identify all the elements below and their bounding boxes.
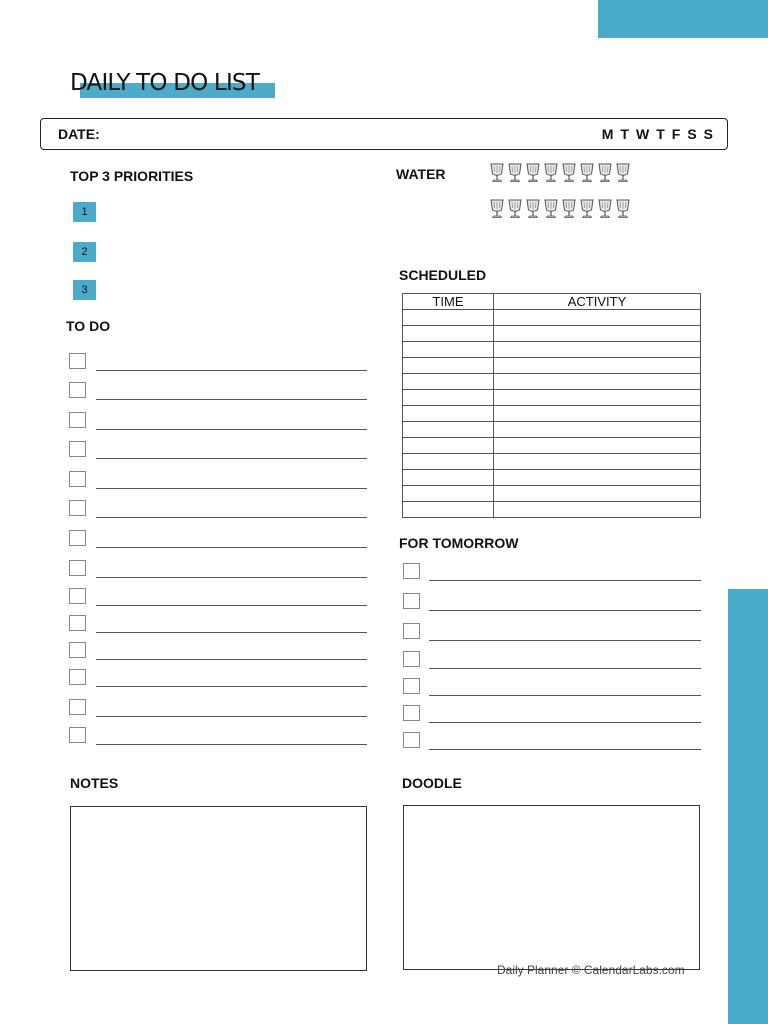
notes-heading: NOTES — [70, 775, 119, 791]
water-glass-icon[interactable] — [489, 162, 505, 184]
weekday-thu[interactable]: T — [656, 126, 665, 142]
schedule-time-cell[interactable] — [403, 406, 494, 422]
schedule-activity-cell[interactable] — [494, 390, 701, 406]
schedule-activity-cell[interactable] — [494, 438, 701, 454]
schedule-activity-cell[interactable] — [494, 422, 701, 438]
todo-checkbox[interactable] — [69, 560, 86, 576]
todo-line[interactable] — [96, 744, 367, 745]
todo-item — [69, 699, 369, 717]
todo-checkbox[interactable] — [69, 588, 86, 604]
water-glass-icon[interactable] — [597, 198, 613, 220]
footer-credit: Daily Planner © CalendarLabs.com — [497, 963, 685, 977]
tomorrow-heading: FOR TOMORROW — [399, 535, 519, 551]
todo-checkbox[interactable] — [69, 471, 86, 487]
todo-checkbox[interactable] — [69, 615, 86, 631]
todo-item — [69, 615, 369, 633]
tomorrow-line[interactable] — [429, 580, 701, 581]
date-bar — [40, 118, 728, 150]
tomorrow-line[interactable] — [429, 722, 701, 723]
todo-line[interactable] — [96, 458, 367, 459]
doodle-heading: DOODLE — [402, 775, 462, 791]
schedule-time-cell[interactable] — [403, 454, 494, 470]
tomorrow-checkbox[interactable] — [403, 593, 420, 609]
schedule-col-activity: ACTIVITY — [494, 294, 701, 310]
water-glass-icon[interactable] — [507, 198, 523, 220]
schedule-activity-cell[interactable] — [494, 454, 701, 470]
tomorrow-item — [403, 705, 703, 723]
todo-checkbox[interactable] — [69, 530, 86, 546]
schedule-row — [403, 358, 701, 374]
tomorrow-checkbox[interactable] — [403, 623, 420, 639]
schedule-activity-cell[interactable] — [494, 358, 701, 374]
tomorrow-line[interactable] — [429, 610, 701, 611]
tomorrow-checkbox[interactable] — [403, 651, 420, 667]
todo-checkbox[interactable] — [69, 727, 86, 743]
todo-checkbox[interactable] — [69, 441, 86, 457]
tomorrow-item — [403, 623, 703, 641]
water-tracker — [489, 162, 631, 234]
accent-bar-right — [728, 589, 768, 1024]
schedule-row — [403, 390, 701, 406]
tomorrow-item — [403, 563, 703, 581]
schedule-row — [403, 486, 701, 502]
schedule-row — [403, 422, 701, 438]
priority-number-1: 1 — [73, 202, 96, 222]
todo-item — [69, 382, 369, 400]
water-glass-icon[interactable] — [489, 198, 505, 220]
schedule-row — [403, 406, 701, 422]
schedule-activity-cell[interactable] — [494, 374, 701, 390]
schedule-time-cell[interactable] — [403, 358, 494, 374]
todo-item — [69, 560, 369, 578]
water-glass-icon[interactable] — [615, 162, 631, 184]
tomorrow-item — [403, 678, 703, 696]
priorities-heading: TOP 3 PRIORITIES — [70, 168, 194, 184]
weekday-sat[interactable]: S — [687, 126, 697, 142]
schedule-time-cell[interactable] — [403, 342, 494, 358]
tomorrow-checkbox[interactable] — [403, 563, 420, 579]
tomorrow-checkbox[interactable] — [403, 705, 420, 721]
todo-item — [69, 642, 369, 660]
weekday-wed[interactable]: W — [635, 126, 650, 142]
page-title: DAILY TO DO LIST — [70, 70, 259, 96]
schedule-row — [403, 470, 701, 486]
todo-item — [69, 669, 369, 687]
schedule-activity-cell[interactable] — [494, 502, 701, 518]
schedule-time-cell[interactable] — [403, 326, 494, 342]
weekday-selector — [602, 126, 713, 142]
schedule-time-cell[interactable] — [403, 422, 494, 438]
schedule-row — [403, 454, 701, 470]
schedule-time-cell[interactable] — [403, 470, 494, 486]
tomorrow-item — [403, 732, 703, 750]
todo-line[interactable] — [96, 517, 367, 518]
todo-checkbox[interactable] — [69, 353, 86, 369]
schedule-row — [403, 374, 701, 390]
schedule-time-cell[interactable] — [403, 390, 494, 406]
water-glass-icon[interactable] — [543, 198, 559, 220]
title-block — [70, 68, 280, 102]
priority-number-3: 3 — [73, 280, 96, 300]
schedule-activity-cell[interactable] — [494, 310, 701, 326]
weekday-tue[interactable]: T — [620, 126, 629, 142]
todo-item — [69, 500, 369, 518]
todo-line[interactable] — [96, 547, 367, 548]
weekday-sun[interactable]: S — [703, 126, 713, 142]
todo-item — [69, 727, 369, 745]
schedule-col-time: TIME — [403, 294, 494, 310]
water-glass-icon[interactable] — [561, 162, 577, 184]
water-glass-icon[interactable] — [597, 162, 613, 184]
date-label: DATE: — [58, 126, 100, 142]
todo-checkbox[interactable] — [69, 699, 86, 715]
todo-item — [69, 530, 369, 548]
schedule-activity-cell[interactable] — [494, 470, 701, 486]
water-glass-icon[interactable] — [615, 198, 631, 220]
schedule-table — [402, 293, 701, 518]
todo-line[interactable] — [96, 686, 367, 687]
water-glass-icon[interactable] — [543, 162, 559, 184]
schedule-activity-cell[interactable] — [494, 486, 701, 502]
todo-item — [69, 353, 369, 371]
tomorrow-checkbox[interactable] — [403, 732, 420, 748]
tomorrow-checkbox[interactable] — [403, 678, 420, 694]
water-glass-row — [489, 162, 631, 186]
todo-checkbox[interactable] — [69, 412, 86, 428]
weekday-fri[interactable]: F — [671, 126, 681, 142]
todo-item — [69, 441, 369, 459]
schedule-time-cell[interactable] — [403, 438, 494, 454]
schedule-row — [403, 342, 701, 358]
tomorrow-item — [403, 593, 703, 611]
todo-checkbox[interactable] — [69, 500, 86, 516]
water-glass-icon[interactable] — [579, 198, 595, 220]
todo-checkbox[interactable] — [69, 642, 86, 658]
schedule-activity-cell[interactable] — [494, 326, 701, 342]
weekday-mon[interactable]: M — [601, 126, 614, 142]
todo-line[interactable] — [96, 605, 367, 606]
water-glass-icon[interactable] — [525, 198, 541, 220]
todo-line[interactable] — [96, 659, 367, 660]
todo-checkbox[interactable] — [69, 382, 86, 398]
todo-line[interactable] — [96, 399, 367, 400]
schedule-activity-cell[interactable] — [494, 342, 701, 358]
schedule-row — [403, 326, 701, 342]
schedule-row — [403, 438, 701, 454]
schedule-activity-cell[interactable] — [494, 406, 701, 422]
todo-line[interactable] — [96, 577, 367, 578]
schedule-header-row — [403, 294, 701, 310]
todo-item — [69, 588, 369, 606]
todo-line[interactable] — [96, 488, 367, 489]
todo-line[interactable] — [96, 716, 367, 717]
todo-line[interactable] — [96, 370, 367, 371]
schedule-row — [403, 310, 701, 326]
todo-item — [69, 471, 369, 489]
water-glass-icon[interactable] — [525, 162, 541, 184]
schedule-time-cell[interactable] — [403, 486, 494, 502]
scheduled-heading: SCHEDULED — [399, 267, 487, 283]
todo-line[interactable] — [96, 632, 367, 633]
priority-number-2: 2 — [73, 242, 96, 262]
doodle-area[interactable] — [403, 805, 700, 970]
water-heading: WATER — [396, 166, 446, 182]
schedule-row — [403, 502, 701, 518]
todo-line[interactable] — [96, 429, 367, 430]
water-glass-icon[interactable] — [579, 162, 595, 184]
notes-area[interactable] — [70, 806, 367, 971]
tomorrow-line[interactable] — [429, 749, 701, 750]
water-glass-icon[interactable] — [561, 198, 577, 220]
schedule-time-cell[interactable] — [403, 502, 494, 518]
schedule-time-cell[interactable] — [403, 310, 494, 326]
tomorrow-line[interactable] — [429, 668, 701, 669]
water-glass-icon[interactable] — [507, 162, 523, 184]
accent-bar-top — [598, 0, 768, 38]
water-glass-row — [489, 198, 631, 222]
tomorrow-line[interactable] — [429, 695, 701, 696]
todo-heading: TO DO — [66, 318, 111, 334]
tomorrow-line[interactable] — [429, 640, 701, 641]
tomorrow-item — [403, 651, 703, 669]
todo-item — [69, 412, 369, 430]
schedule-time-cell[interactable] — [403, 374, 494, 390]
todo-checkbox[interactable] — [69, 669, 86, 685]
